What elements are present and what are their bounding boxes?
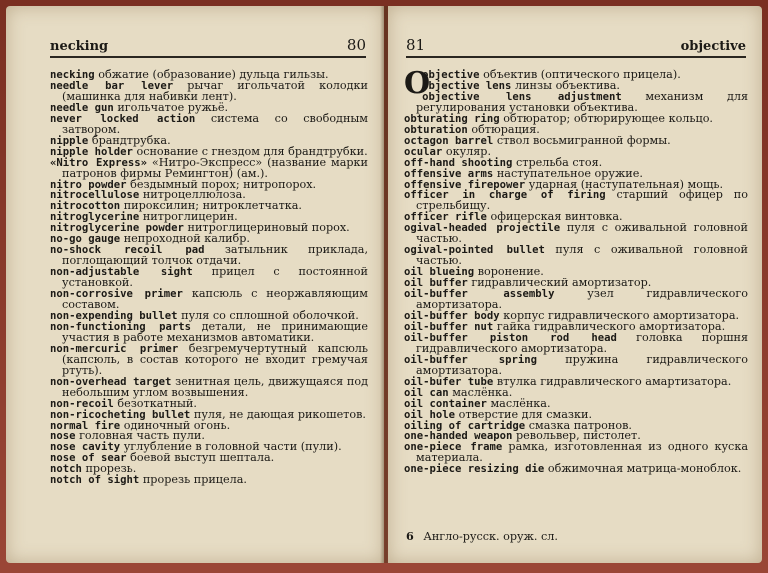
dictionary-entry	[404, 352, 748, 377]
right-page-number: 81	[406, 36, 426, 54]
entry-definition: объектив (оптического прицела).	[479, 68, 681, 81]
entry-term: oil-buffer assembly	[404, 288, 555, 301]
entry-term: necking	[50, 69, 95, 81]
entry-definition: втулка гидравлического амартизатора.	[493, 374, 732, 388]
entry-term: objective lens adjustment	[422, 90, 622, 103]
dictionary-entry	[404, 190, 748, 212]
entry-definition: обжимочная матрица-моноблок.	[544, 462, 742, 476]
entry-definition: окуляр.	[442, 144, 492, 158]
entry-definition: корпус гидравлического амортизатора.	[499, 308, 740, 322]
entry-term: octagon barrel	[404, 134, 494, 147]
entry-term: non-adjustable sight	[50, 266, 193, 279]
entry-definition: стрельба стоя.	[512, 155, 603, 169]
entry-term: needle bar lever	[50, 79, 174, 92]
entry-definition: головная часть пули.	[75, 429, 205, 443]
entry-definition: капсюль с неоржавляющим составом.	[62, 287, 368, 312]
entry-term: non-overhead target	[50, 375, 172, 388]
entry-definition: обтюратор; обтюрирующее кольцо.	[499, 111, 713, 125]
entry-definition: затыльник приклада, поглощающий толчок отдачи.	[62, 243, 368, 268]
entry-term: nipple holder	[50, 145, 133, 158]
left-page-header	[50, 36, 366, 58]
entry-definition: углубление в головной части (пули).	[120, 440, 342, 454]
entry-definition: непроходной калибр.	[120, 232, 250, 246]
dictionary-entry	[404, 223, 748, 245]
entry-term: nitroglycerine	[50, 211, 140, 224]
entry-definition: безоткатный.	[113, 396, 197, 410]
entry-definition: механизм для регулирования установки объектива.	[416, 89, 748, 114]
entry-definition: прорезь прицела.	[139, 473, 247, 487]
entry-definition: пружина гидравлического амортизатора.	[416, 352, 748, 377]
right-page-header	[406, 36, 746, 58]
entry-definition: маслёнка.	[486, 396, 551, 410]
entry-term: nose	[50, 430, 76, 443]
entry-term: objective lens	[422, 79, 512, 92]
entry-term: one-piece frame	[404, 441, 503, 454]
entry-definition: смазка патронов.	[525, 418, 632, 432]
dictionary-entry	[50, 155, 369, 180]
left-page	[6, 6, 384, 563]
entry-definition: воронение.	[474, 265, 544, 279]
entry-term: nitro powder	[50, 178, 127, 191]
entry-term: one-handed weapon	[404, 430, 513, 443]
dictionary-entry	[50, 319, 368, 344]
entry-definition: пуля с оживальной головной частью.	[416, 221, 748, 246]
section-dropcap: O	[404, 66, 431, 101]
entry-definition: ударная (наступательная) мощь.	[525, 177, 724, 191]
right-page	[388, 6, 762, 563]
entry-definition: нитроглицерин.	[139, 210, 238, 224]
left-page-number: 80	[346, 36, 366, 54]
entry-definition: рамка, изготовленная из одного куска материала.	[416, 440, 748, 465]
entry-term: oil-buffer body	[404, 309, 500, 322]
entry-term: nose of sear	[50, 452, 127, 465]
entry-term: nose cavity	[50, 441, 121, 454]
entry-term: oil can	[404, 386, 449, 399]
entry-term: non-corrosive primer	[50, 288, 183, 301]
entry-term: ocular	[404, 145, 443, 158]
entry-term: oil-bufer tube	[404, 375, 494, 388]
entry-term: oil container	[404, 397, 487, 410]
signature-text: Англо-русск. оруж. сл.	[423, 530, 558, 543]
entry-definition: отверстие для смазки.	[455, 407, 593, 421]
entry-term: off-hand shooting	[404, 156, 513, 169]
entry-term: no-shock recoil pad	[50, 244, 205, 257]
entry-term: offensive firepower	[404, 178, 526, 191]
entry-definition: обжатие (образование) дульца гильзы.	[94, 68, 329, 81]
entry-definition: пуля, не дающая рикошетов.	[190, 407, 366, 421]
entry-term: «Nitro Express»	[50, 156, 147, 169]
entry-term: ogival-headed projectile	[404, 222, 561, 235]
dictionary-entry	[404, 464, 748, 475]
entry-term: non-recoil	[50, 397, 114, 410]
dictionary-entry	[404, 289, 748, 311]
entry-definition: линзы объектива.	[511, 78, 620, 92]
entry-definition: гидравлический амортизатор.	[467, 276, 652, 290]
dictionary-entry	[404, 330, 749, 355]
entry-definition: безгремучертутный капсюль (капсюль, в состав которого не входит гремучая ртуть).	[62, 341, 369, 377]
entry-definition: пироксилин; нитроклетчатка.	[120, 199, 302, 213]
entry-term: oiling of cartridge	[404, 419, 526, 432]
entry-term: nitroglycerine powder	[50, 222, 184, 235]
entry-definition: гайка гидравлического амортизатора.	[493, 319, 726, 333]
entry-definition: обтюрация.	[467, 122, 540, 136]
entry-definition: прицел с постоянной установкой.	[62, 265, 369, 290]
entry-term: no-go gauge	[50, 233, 121, 246]
dictionary-entry	[404, 89, 748, 114]
entry-definition: пуля с оживальной головной частью.	[416, 243, 748, 268]
entry-term: nipple	[50, 134, 89, 147]
right-header-word: objective	[680, 39, 746, 54]
entry-definition: прорезь.	[81, 462, 137, 476]
left-entries-list	[50, 70, 368, 486]
entry-definition: основание с гнездом для брандтрубки.	[132, 144, 368, 158]
entry-definition: игольчатое ружьё.	[113, 100, 229, 114]
entry-definition: офицерская винтовка.	[486, 210, 623, 224]
dictionary-entry	[50, 475, 368, 486]
entry-definition: боевой выступ шептала.	[126, 451, 275, 465]
entry-term: oil buffer	[404, 277, 468, 290]
left-header-word: necking	[50, 39, 109, 54]
entry-term: non-functioning parts	[50, 320, 191, 333]
entry-term: obturation	[404, 123, 468, 136]
entry-term: non-expending bullet	[50, 309, 178, 322]
entry-definition: пуля со сплошной оболочкой.	[177, 308, 359, 322]
entry-definition: бездымный порох; нитропорох.	[126, 177, 317, 191]
entry-term: obturating ring	[404, 112, 500, 125]
entry-term: oil hole	[404, 408, 456, 421]
entry-definition: нитроцеллюлоза.	[139, 188, 246, 202]
dictionary-entry	[404, 245, 748, 267]
entry-definition: старший офицер по стрельбищу.	[416, 188, 748, 213]
entry-term: never locked action	[50, 112, 196, 125]
dictionary-entry	[50, 341, 369, 377]
entry-definition: одиночный огонь.	[120, 418, 231, 432]
entry-definition: детали, не принимающие участия в работе механизмов автоматики.	[62, 319, 368, 344]
entry-term: oil-buffer piston rod head	[404, 331, 617, 344]
entry-definition: наступательное оружие.	[493, 166, 643, 180]
signature-number: 6	[406, 529, 414, 543]
entry-term: non-mercuric primer	[50, 342, 179, 355]
entry-term: objective	[422, 69, 480, 81]
entry-definition: ствол восьмигранной формы.	[493, 133, 671, 147]
entry-term: oil-buffer nut	[404, 320, 494, 333]
entry-term: oil blueing	[404, 266, 475, 279]
dictionary-entry	[50, 111, 369, 136]
entry-term: officer in charge of firing	[404, 189, 606, 202]
dictionary-entry	[50, 267, 368, 289]
dictionary-entry	[50, 289, 368, 311]
right-entries-list	[404, 66, 749, 476]
entry-term: offensive arms	[404, 167, 494, 180]
entry-term: normal fire	[50, 419, 121, 432]
entry-term: notch	[50, 463, 82, 476]
entry-definition: маслёнка.	[448, 385, 513, 399]
dictionary-entry	[50, 374, 368, 399]
entry-definition: револьвер, пистолет.	[512, 429, 641, 443]
entry-term: nitrocellulose	[50, 189, 140, 202]
dictionary-entry	[50, 245, 368, 267]
entry-term: officer rifle	[404, 211, 487, 224]
entry-definition: брандтрубка.	[88, 133, 171, 147]
entry-definition: нитроглицериновый порох.	[183, 221, 350, 235]
entry-term: notch of sight	[50, 474, 140, 487]
dictionary-entry	[50, 78, 368, 103]
entry-definition: рычаг игольчатой колодки (машинка для набивки лент).	[62, 78, 368, 103]
entry-definition: узел гидравлического амортизатора.	[416, 287, 749, 312]
entry-term: non-ricocheting bullet	[50, 408, 191, 421]
entry-definition: система со свободным затвором.	[62, 111, 369, 136]
entry-term: needle gun	[50, 101, 114, 114]
entry-definition: зенитная цель, движущаяся под небольшим углом возвышения.	[62, 374, 368, 399]
dictionary-entry	[404, 442, 748, 464]
entry-term: one-piece resizing die	[404, 463, 545, 476]
entry-definition: «Нитро-Экспресс» (название марки патронов фирмы Ремингтон) (ам.).	[62, 155, 369, 180]
entry-term: nitrocotton	[50, 200, 121, 213]
entry-definition: головка поршня гидравлического амортизатора.	[416, 330, 749, 355]
entry-term: oil-buffer spring	[404, 353, 538, 366]
signature-footer	[406, 529, 558, 543]
entry-term: ogival-pointed bullet	[404, 244, 545, 257]
